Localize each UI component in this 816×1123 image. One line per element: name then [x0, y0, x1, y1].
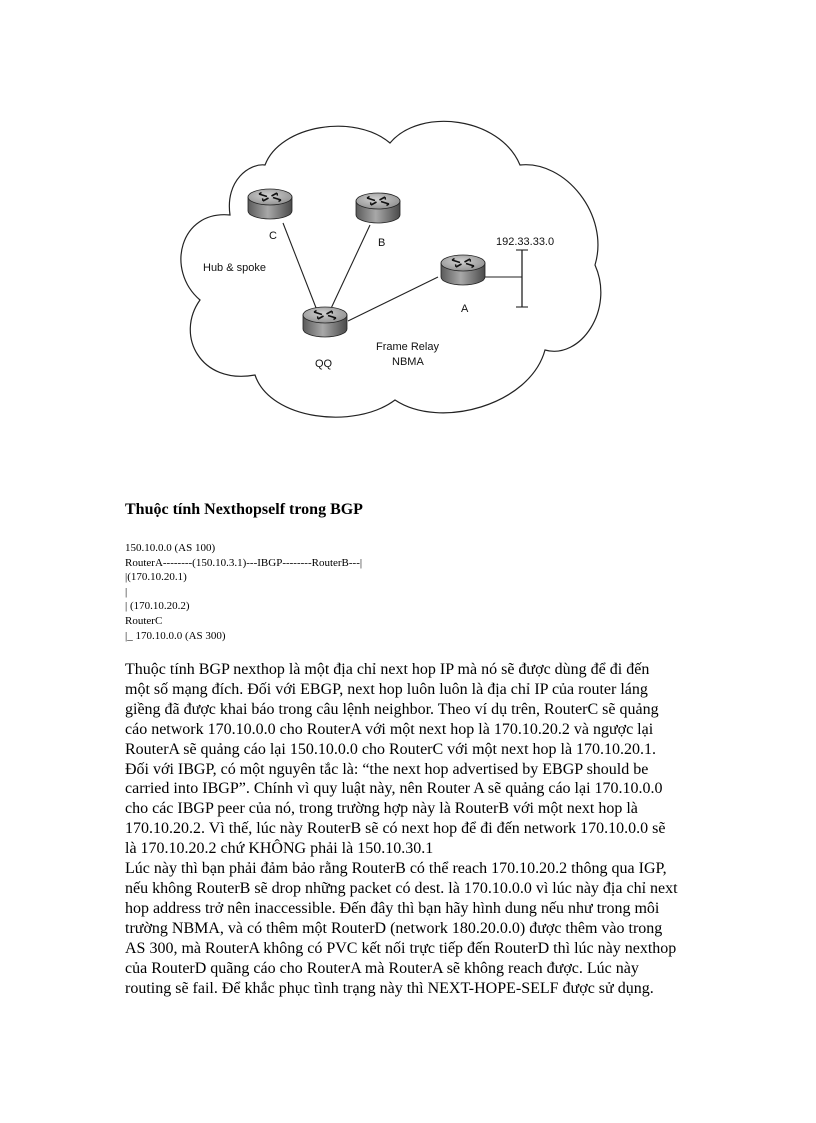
link-b-qq: [327, 225, 370, 317]
router-b-label: B: [378, 237, 386, 249]
link-c-qq: [283, 223, 320, 318]
router-c-icon: [248, 189, 292, 219]
paragraph-line: của RouterD quãng cáo cho RouterA mà RouterA sẽ không reach được. Lúc này: [125, 959, 639, 977]
section-heading: Thuộc tính Nexthopself trong BGP: [125, 501, 363, 518]
paragraph-line: Lúc này thì bạn phải đảm bảo rằng RouterB có thể reach 170.10.20.2 thông qua IGP,: [125, 860, 667, 878]
paragraph-line: hop address trở nên inaccessible. Đến đây thì bạn hãy hình dung nếu như trong môi: [125, 899, 660, 917]
link-a-qq: [348, 277, 438, 321]
topology-line: |_ 170.10.0.0 (AS 300): [125, 629, 226, 642]
paragraph-line: routing sẽ fail. Để khắc phục tình trạng này thì NEXT-HOPE-SELF được sử dụng.: [125, 979, 654, 997]
paragraph-line: cáo network 170.10.0.0 cho RouterA với một next hop là 170.10.20.2 và ngược lại: [125, 720, 654, 738]
topology-line: | (170.10.20.2): [125, 600, 190, 613]
router-b-icon: [356, 193, 400, 223]
body-paragraph: [125, 660, 695, 998]
router-a-icon: [441, 255, 485, 285]
frame-relay-label: Frame Relay: [376, 341, 439, 353]
topology-text-block: [125, 541, 362, 643]
topology-line: |(170.10.20.1): [125, 571, 187, 584]
paragraph-line: Đối với IBGP, có một nguyên tắc là: “the next hop advertised by EBGP should be: [125, 760, 649, 778]
paragraph-line: nếu không RouterB sẽ drop những packet có dest. là 170.10.0.0 vì lúc này địa chỉ next: [125, 879, 678, 897]
topology-line: RouterA--------(150.10.3.1)---IBGP--------RouterB---|: [125, 556, 363, 569]
network-label: 192.33.33.0: [496, 236, 555, 248]
paragraph-line: RouterA sẽ quảng cáo lại 150.10.0.0 cho RouterC với một next hop là 170.10.20.1.: [125, 740, 657, 758]
paragraph-line: trường NBMA, và có thêm một RouterD (network 180.20.0.0) được thêm vào trong: [125, 919, 663, 937]
paragraph-line: là 170.10.20.2 chứ KHÔNG phải là 150.10.30.1: [125, 840, 434, 858]
paragraph-line: 170.10.20.2. Vì thế, lúc này RouterB sẽ có next hop để đi đến network 170.10.0.0 sẽ: [125, 820, 666, 838]
network-diagram: [170, 105, 610, 430]
paragraph-line: cho các IBGP peer của nó, trong trường hợp này là RouterB với một next hop là: [125, 800, 638, 818]
topology-line: RouterC: [125, 614, 163, 627]
router-c-label: C: [269, 230, 277, 242]
router-qq-label: QQ: [315, 358, 333, 370]
paragraph-line: một số mạng đích. Đối với EBGP, next hop luôn luôn là địa chỉ IP của router láng: [125, 680, 648, 698]
paragraph-line: AS 300, mà RouterA không có PVC kết nối trực tiếp đến RouterD thì lúc này nexthop: [125, 939, 677, 957]
paragraph-line: carried into IBGP”. Chính vì quy luật này, nên Router A sẽ quảng cáo lại 170.10.0.0: [125, 780, 663, 798]
paragraph-line: Thuộc tính BGP nexthop là một địa chỉ next hop IP mà nó sẽ được dùng để đi đến: [125, 661, 650, 678]
hub-spoke-label: Hub & spoke: [203, 262, 266, 274]
topology-line: 150.10.0.0 (AS 100): [125, 542, 216, 554]
paragraph-line: giềng đã được khai báo trong câu lệnh neighbor. Theo ví dụ trên, RouterC sẽ quảng: [125, 700, 659, 718]
router-qq-icon: [303, 307, 347, 337]
topology-line: |: [125, 585, 128, 598]
nbma-label: NBMA: [392, 356, 424, 368]
router-a-label: A: [461, 303, 469, 315]
